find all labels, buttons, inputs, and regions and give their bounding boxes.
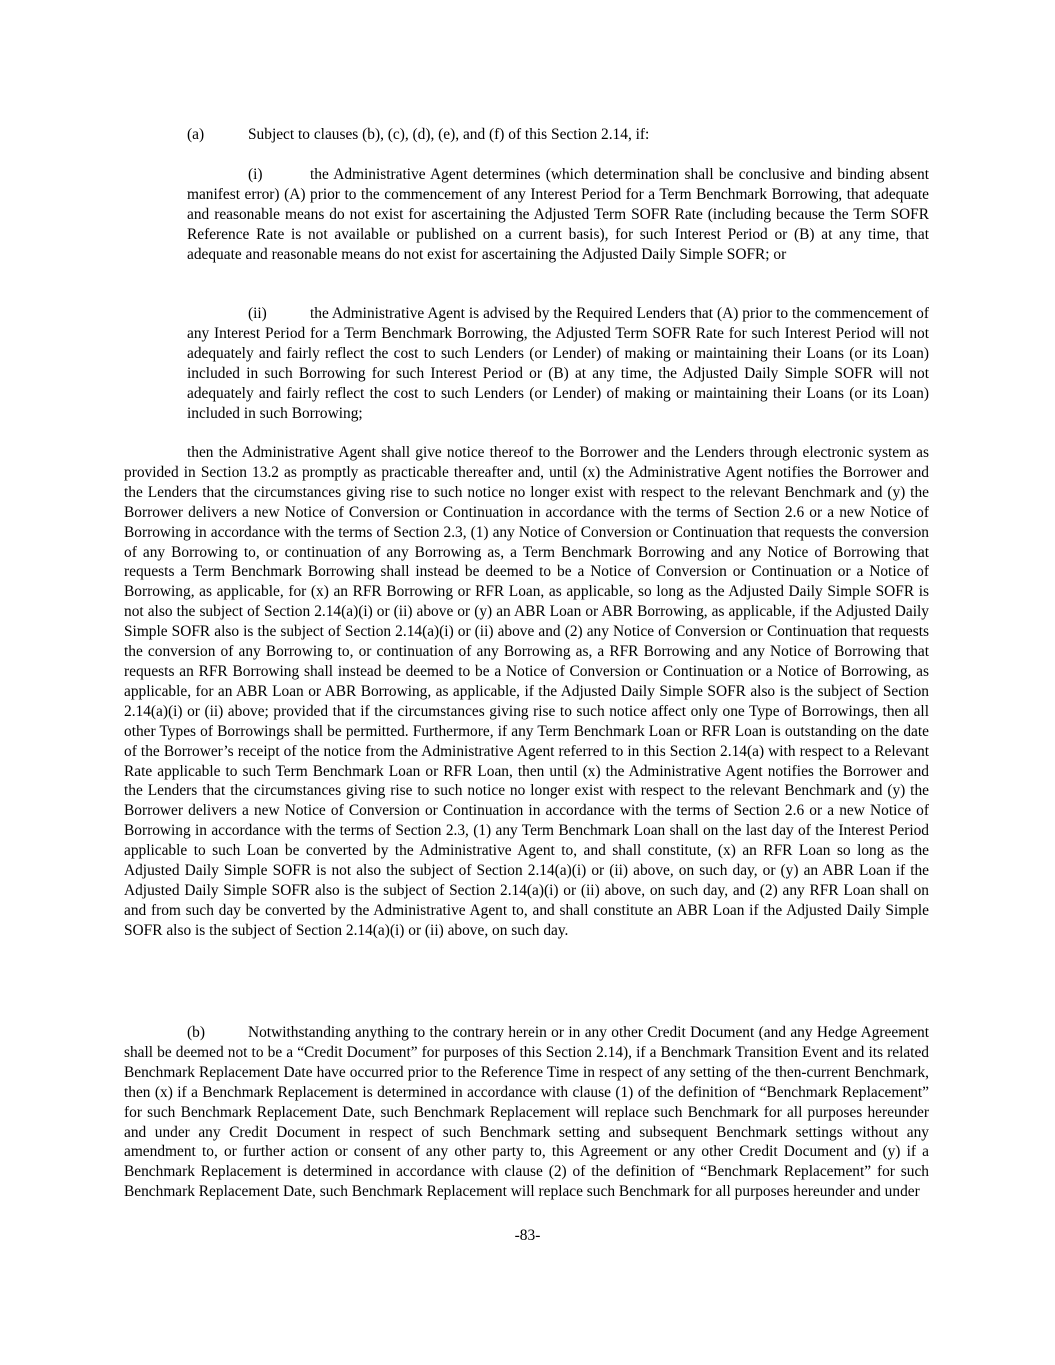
clause-i-label: (i) [248, 166, 263, 183]
page-number: -83- [514, 1227, 541, 1244]
clause-i-text: the Administrative Agent determines (which determination shall be conclusive and binding absent manifest error) (A) prior to the commencement of any Interest Period for a Term Benchmark Borrowing, that adequate and reasonable means do not exist for ascertaining the Adjusted Term SOFR Rate (including because the Term SOFR Reference Rate is not available or published on a current basis), for such Interest Period or (B) at any time, that adequate and reasonable means do not exist for ascertaining the Adjusted Daily Simple SOFR; or [187, 166, 929, 263]
clause-ii-text: the Administrative Agent is advised by the Required Lenders that (A) prior to the commencement of any Interest Period for a Term Benchmark Borrowing, the Adjusted Term SOFR Rate for such Interest Period will not adequately and fairly reflect the cost to such Lenders (or Lender) of making or maintaining their Loans (or its Loan) included in such Borrowing for such Interest Period or (B) at any time, the Adjusted Daily Simple SOFR will not adequately and fairly reflect the cost to such Lenders (or Lender) of making or maintaining their Loans (or its Loan) included in such Borrowing; [187, 305, 929, 422]
section-b-paragraph [124, 1023, 929, 1202]
then-paragraph: then the Administrative Agent shall give notice thereof to the Borrower and the Lenders through electronic system as provided in Section 13.2 as promptly as practicable thereafter and, until (x) the Administrative Agent notifies the Borrower and the Lenders that the circumstances giving rise to such notice no longer exist with respect to the relevant Benchmark and (y) the Borrower delivers a new Notice of Conversion or Continuation in accordance with the terms of Section 2.6 or a new Notice of Borrowing in accordance with the terms of Section 2.3, (1) any Notice of Conversion or Continuation that requests the conversion of any Borrowing to, or continuation of any Borrowing as, a Term Benchmark Borrowing and any Notice of Borrowing that requests a Term Benchmark Borrowing shall instead be deemed to be a Notice of Conversion or Continuation or a Notice of Borrowing, as applicable, for (x) an RFR Borrowing or RFR Loan, as applicable, so long as the Adjusted Daily Simple SOFR is not also the subject of Section 2.14(a)(i) or (ii) above or (y) an ABR Loan or ABR Borrowing, as applicable, if the Adjusted Daily Simple SOFR also is the subject of Section 2.14(a)(i) or (ii) above and (2) any Notice of Conversion or Continuation that requests the conversion of any Borrowing to, or continuation of any Borrowing as, a RFR Borrowing and any Notice of Borrowing that requests an RFR Borrowing shall instead be deemed to be a Notice of Conversion or Continuation or a Notice of Borrowing, as applicable, for an ABR Loan or ABR Borrowing, as applicable, if the Adjusted Daily Simple SOFR also is the subject of Section 2.14(a)(i) or (ii) above; provided that if the circumstances giving rise to such notice affect only one Type of Borrowings, then all other Types of Borrowings shall be permitted. Furthermore, if any Term Benchmark Loan or RFR Loan is outstanding on the date of the Borrower’s receipt of the notice from the Administrative Agent referred to in this Section 2.14(a) with respect to a Relevant Rate applicable to such Term Benchmark Loan or RFR Loan, then until (x) the Administrative Agent notifies the Borrower and the Lenders that the circumstances giving rise to such notice no longer exist with respect to the relevant Benchmark and (y) the Borrower delivers a new Notice of Conversion or Continuation in accordance with the terms of Section 2.6 or a new Notice of Borrowing in accordance with the terms of Section 2.3, (1) any Term Benchmark Loan shall on the last day of the Interest Period applicable to such Loan be converted by the Administrative Agent to, and shall constitute, (x) an RFR Loan so long as the Adjusted Daily Simple SOFR is not also the subject of Section 2.14(a)(i) or (ii) above, on such day, or (y) an ABR Loan if the Adjusted Daily Simple SOFR also is the subject of Section 2.14(a)(i) or (ii) above, on such day, and (2) any RFR Loan shall on and from such day be converted by the Administrative Agent to, and shall constitute an ABR Loan if the Adjusted Daily Simple SOFR also is the subject of Section 2.14(a)(i) or (ii) above, on such day. [124, 444, 929, 939]
clause-ii-label: (ii) [248, 305, 267, 322]
section-b-label: (b) [187, 1024, 205, 1041]
section-a-label: (a) [187, 126, 205, 143]
clause-ii-paragraph [187, 304, 929, 423]
section-a-intro [187, 125, 929, 145]
section-a-text: Subject to clauses (b), (c), (d), (e), and (f) of this Section 2.14, if: [248, 126, 650, 143]
clause-i-paragraph [187, 165, 929, 265]
section-b-text: Notwithstanding anything to the contrary herein or in any other Credit Document (and any Hedge Agreement shall be deemed not to be a “Credit Document” for purposes of this Section 2.14), if a Benchmark Transition Event and its related Benchmark Replacement Date have occurred prior to the Reference Time in respect of any setting of the then-current Benchmark, then (x) if a Benchmark Replacement is determined in accordance with clause (1) of the definition of “Benchmark Replacement” for such Benchmark Replacement Date, such Benchmark Replacement will replace such Benchmark for all purposes hereunder and under any Credit Document in respect of such Benchmark setting and subsequent Benchmark settings without any amendment to, or further action or consent of any other party to, this Agreement or any other Credit Document and (y) if a Benchmark Replacement is determined in accordance with clause (2) of the definition of “Benchmark Replacement” for such Benchmark Replacement Date, such Benchmark Replacement will replace such Benchmark for all purposes hereunder and under [124, 1024, 929, 1201]
